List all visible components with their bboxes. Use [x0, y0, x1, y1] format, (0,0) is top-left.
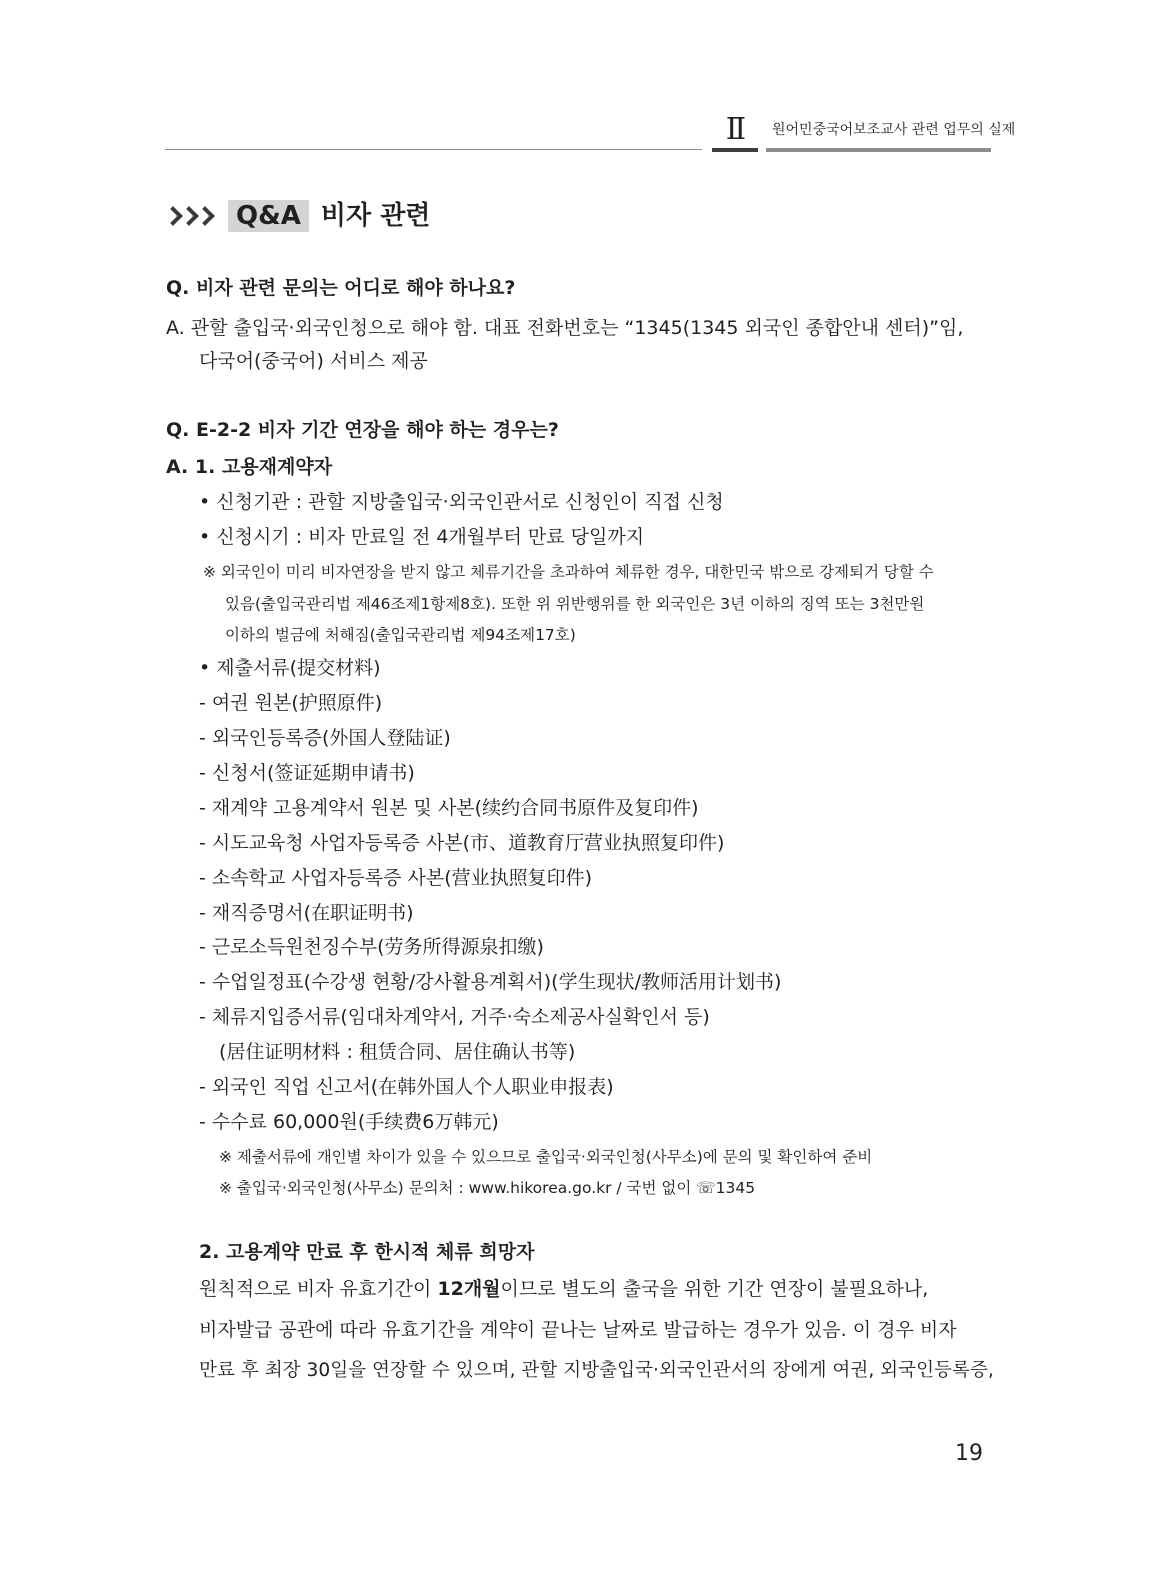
warning-line-1: ※ 외국인이 미리 비자연장을 받지 않고 체류기간을 초과하여 체류한 경우, 대한민국 밖으로 강제퇴거 당할 수 — [203, 563, 934, 581]
page-number: 19 — [955, 1441, 983, 1466]
answer-1-line-1: A. 관할 출입국·외국인청으로 해야 함. 대표 전화번호는 “1345(1345 외국인 종합안내 센터)”임, — [166, 317, 964, 339]
section-title — [166, 198, 430, 234]
warning-line-3: 이하의 벌금에 처해짐(출입국관리법 제94조제17호) — [225, 626, 576, 644]
document-item: - 체류지입증서류(임대차계약서, 거주·숙소제공사실확인서 등) — [199, 1006, 710, 1028]
document-item: - 외국인 직업 신고서(在韩外国人个人职业申报表) — [199, 1076, 614, 1098]
document-item: - 시도교육청 사업자등록증 사본(市、道教育厅营业执照复印件) — [199, 832, 725, 854]
document-item: - 재직증명서(在职证明书) — [199, 902, 414, 924]
document-item: - 여권 원본(护照原件) — [199, 692, 383, 714]
section-heading: 비자 관련 — [320, 201, 431, 231]
case-2-line-3: 만료 후 최장 30일을 연장할 수 있으며, 관할 지방출입국·외국인관서의 장에게 여권, 외국인등록증, — [199, 1360, 994, 1381]
document-item: - 신청서(签证延期申请书) — [199, 762, 415, 784]
document-item: - 근로소득원천징수부(劳务所得源泉扣缴) — [199, 936, 544, 958]
chapter-numeral-underline — [712, 148, 758, 152]
chapter-title: 원어민중국어보조교사 관련 업무의 실제 — [772, 122, 1016, 138]
document-item: - 재계약 고용계약서 원본 및 사본(续约合同书原件及复印件) — [199, 797, 699, 819]
question-2: Q. E-2-2 비자 기간 연장을 해야 하는 경우는? — [166, 419, 559, 441]
answer-1-line-2: 다국어(중국어) 서비스 제공 — [199, 350, 428, 372]
chapter-title-underline — [766, 148, 991, 152]
document-item: - 수업일정표(수강생 현황/강사활용계획서)(学生现状/教师活用计划书) — [199, 971, 782, 993]
warning-line-2: 있음(출입국관리법 제46조제1항제8호). 또한 위 위반행위를 한 외국인은 3년 이하의 징역 또는 3천만원 — [225, 595, 925, 613]
note-line: ※ 제출서류에 개인별 차이가 있을 수 있으므로 출입국·외국인청(사무소)에 문의 및 확인하여 준비 — [219, 1148, 873, 1166]
qa-badge: Q&A — [228, 200, 309, 232]
triple-chevron-icon — [166, 209, 214, 223]
bullet-apply-office: • 신청기관 : 관할 지방출입국·외국인관서로 신청인이 직접 신청 — [199, 491, 724, 513]
header-rule — [165, 149, 702, 150]
answer-2-heading: A. 1. 고용재계약자 — [166, 456, 333, 478]
case-2-line-2: 비자발급 공관에 따라 유효기간을 계약이 끝나는 날짜로 발급하는 경우가 있음. 이 경우 비자 — [199, 1319, 957, 1341]
document-item: - 외국인등록증(外国人登陆证) — [199, 727, 451, 749]
document-item: - 수수료 60,000원(手续费6万韩元) — [199, 1111, 499, 1133]
case-2-line-1: 원칙적으로 비자 유효기간이 12개월이므로 별도의 출국을 위한 기간 연장이 불필요하나, — [199, 1278, 929, 1300]
document-item-continuation: (居住证明材料 : 租赁合同、居住确认书等) — [219, 1041, 576, 1063]
bullet-apply-period: • 신청시기 : 비자 만료일 전 4개월부터 만료 당일까지 — [199, 526, 645, 548]
question-1: Q. 비자 관련 문의는 어디로 해야 하나요? — [166, 277, 516, 299]
case-2-heading: 2. 고용계약 만료 후 한시적 체류 희망자 — [199, 1241, 535, 1263]
chapter-numeral: Ⅱ — [725, 112, 747, 147]
note-line: ※ 출입국·외국인청(사무소) 문의처 : www.hikorea.go.kr / 국번 없이 ☏1345 — [219, 1179, 756, 1197]
document-item: - 소속학교 사업자등록증 사본(营业执照复印件) — [199, 867, 593, 889]
bullet-documents: • 제출서류(提交材料) — [199, 657, 381, 679]
